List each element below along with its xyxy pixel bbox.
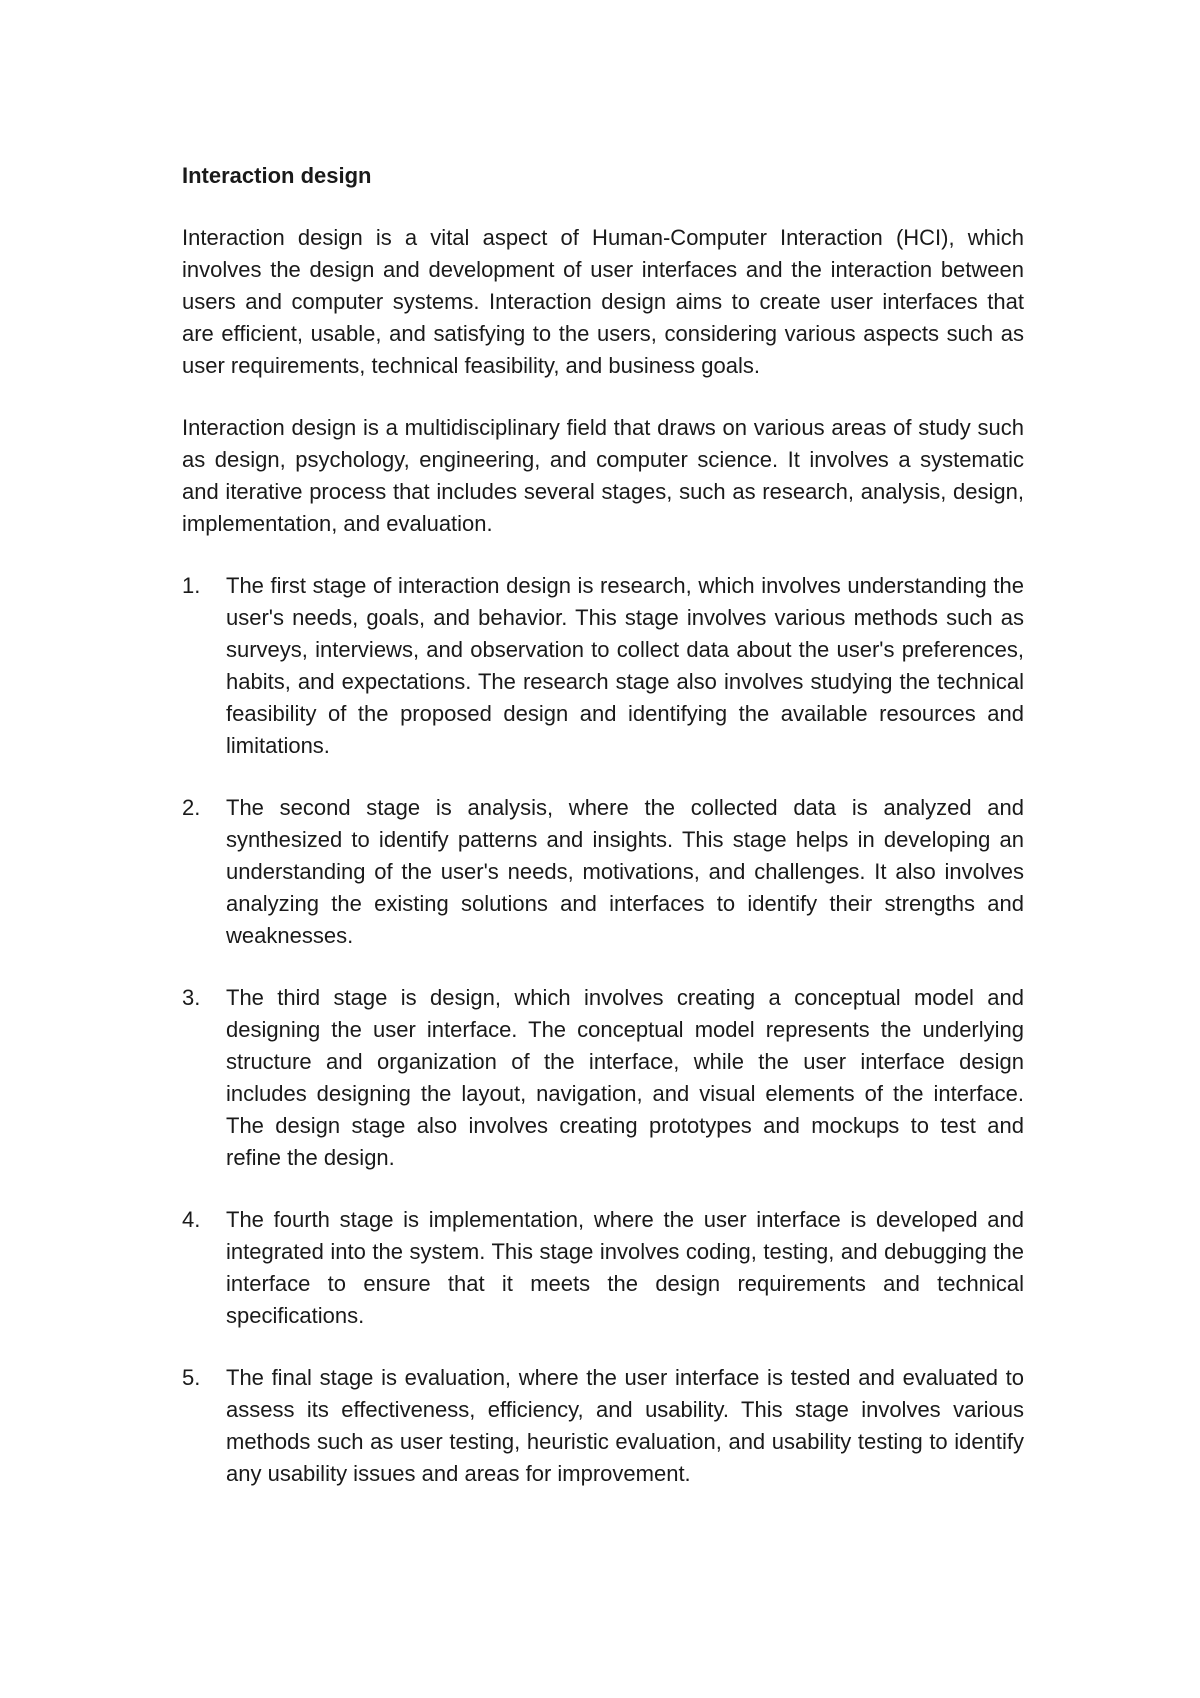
- stage-number: 5.: [182, 1365, 201, 1390]
- overview-paragraph: Interaction design is a multidisciplinary field that draws on various areas of study such as design, psychology, engineering, and computer science. It involves a systematic and iterative process that includes several stages, such as research, analysis, design, implementation, and evaluation.: [182, 415, 1024, 536]
- document-page: [182, 160, 1024, 1520]
- stage-number: 1.: [182, 573, 201, 598]
- stage-item-analysis: [182, 792, 1024, 952]
- stage-text: The second stage is analysis, where the collected data is analyzed and synthesized to identify patterns and insights. This stage helps in developing an understanding of the user's needs, motivations, and challenges. It also involves analyzing the existing solutions and interfaces to identify their strengths and weaknesses.: [226, 795, 1024, 948]
- stage-item-research: [182, 570, 1024, 762]
- stage-text: The fourth stage is implementation, where the user interface is developed and integrated into the system. This stage involves coding, testing, and debugging the interface to ensure that it meets the design requirements and technical specifications.: [226, 1207, 1024, 1328]
- intro-paragraph: Interaction design is a vital aspect of Human-Computer Interaction (HCI), which involves the design and development of user interfaces and the interaction between users and computer systems. Interaction design aims to create user interfaces that are efficient, usable, and satisfying to the users, considering various aspects such as user requirements, technical feasibility, and business goals.: [182, 225, 1024, 378]
- stages-list: [182, 570, 1024, 1490]
- stage-number: 2.: [182, 795, 201, 820]
- stage-item-design: [182, 982, 1024, 1174]
- stage-item-evaluation: [182, 1362, 1024, 1490]
- document-title: Interaction design: [182, 163, 372, 188]
- stage-number: 3.: [182, 985, 201, 1010]
- stage-number: 4.: [182, 1207, 201, 1232]
- stage-text: The final stage is evaluation, where the user interface is tested and evaluated to assess its effectiveness, efficiency, and usability. This stage involves various methods such as user testing, heuristic evaluation, and usability testing to identify any usability issues and areas for improvement.: [226, 1365, 1024, 1486]
- stage-text: The first stage of interaction design is research, which involves understanding the user's needs, goals, and behavior. This stage involves various methods such as surveys, interviews, and observation to collect data about the user's preferences, habits, and expectations. The research stage also involves studying the technical feasibility of the proposed design and identifying the available resources and limitations.: [226, 573, 1024, 758]
- stage-text: The third stage is design, which involves creating a conceptual model and designing the user interface. The conceptual model represents the underlying structure and organization of the interface, while the user interface design includes designing the layout, navigation, and visual elements of the interface. The design stage also involves creating prototypes and mockups to test and refine the design.: [226, 985, 1024, 1170]
- stage-item-implementation: [182, 1204, 1024, 1332]
